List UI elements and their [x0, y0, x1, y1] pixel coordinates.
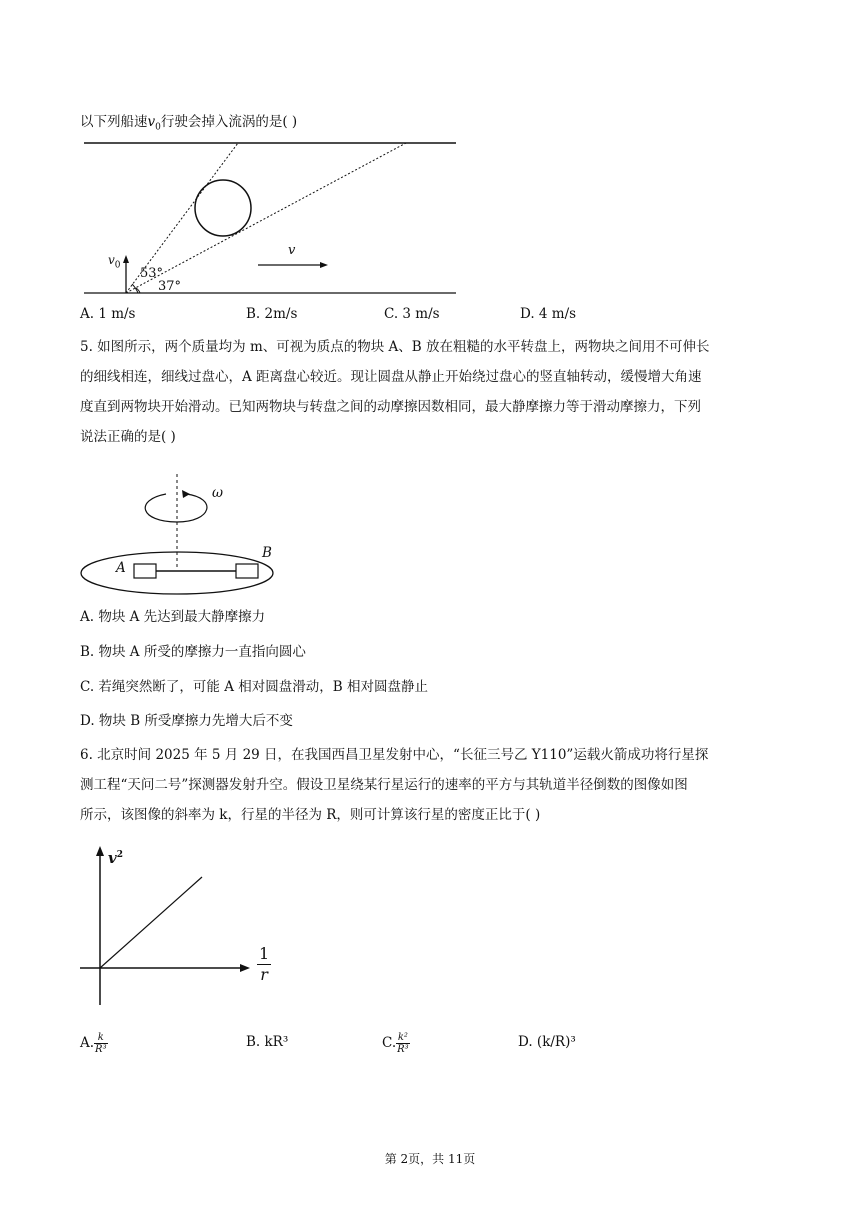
q4-option-b[interactable]: B. 2m/s [246, 306, 298, 322]
rotation-arrow [145, 494, 207, 522]
q5-stem-line: 度直到两物块开始滑动。已知两物块与转盘之间的动摩擦因数相同，最大静摩擦力等于滑动摩擦力，下列 [80, 399, 701, 415]
q6-stem [80, 740, 780, 830]
current-arrow-head [320, 262, 328, 268]
q6-option-c[interactable] [382, 1032, 410, 1055]
block-b [236, 564, 258, 578]
q4-stem [80, 112, 297, 138]
q4-stem-sub: 0 [155, 122, 161, 133]
q6-stem-line: 测工程“天问二号”探测器发射升空。假设卫星绕某行星运行的速率的平方与其轨道半径倒数的图像如图 [80, 777, 688, 793]
tangent-line-lower [126, 143, 406, 293]
omega-label: ω [212, 485, 224, 501]
q4-option-d[interactable]: D. 4 m/s [520, 306, 577, 322]
q6-option-d[interactable]: D. (k/R)³ [518, 1034, 576, 1050]
x-axis-arrow [240, 964, 250, 972]
q6-option-a-prefix: A. [80, 1035, 95, 1051]
q6-option-c-num: k² [397, 1032, 408, 1043]
q5-stem-line: 5. 如图所示，两个质量均为 m、可视为质点的物块 A、B 放在粗糙的水平转盘上，两物块之间用不可伸长 [80, 339, 710, 355]
page-footer: 第 2页，共 11页 [384, 1152, 476, 1166]
v0-label-text: v [108, 253, 115, 267]
q4-stem-var: v [147, 114, 156, 130]
angle-53-label: 53° [140, 266, 164, 281]
q4-option-c[interactable]: C. 3 m/s [384, 306, 440, 322]
q6-stem-line: 6. 北京时间 2025 年 5 月 29 日，在我国西昌卫星发射中心，“长征三号乙 Y110”运载火箭成功将行星探 [80, 747, 709, 763]
y-axis-label-sup: 2 [116, 850, 123, 860]
x-axis-label [257, 944, 271, 985]
q5-option-b[interactable]: B. 物块 A 所受的摩擦力一直指向圆心 [80, 644, 306, 660]
q5-figure [78, 470, 278, 600]
q5-stem-line: 说法正确的是( ) [80, 429, 176, 445]
q6-option-c-den: R³ [397, 1044, 409, 1055]
graph-line [100, 877, 202, 968]
y-axis-label-text: v [108, 849, 117, 867]
q4-figure [80, 138, 460, 298]
q6-stem-line: 所示，该图像的斜率为 k，行星的半径为 R，则可计算该行星的密度正比于( ) [80, 807, 541, 823]
v0-arrow-head [123, 255, 129, 263]
q5-option-a[interactable]: A. 物块 A 先达到最大静摩擦力 [80, 609, 266, 625]
q5-option-c[interactable]: C. 若绳突然断了，可能 A 相对圆盘滑动，B 相对圆盘静止 [80, 679, 428, 695]
q5-stem-line: 的细线相连，细线过盘心，A 距离盘心较近。现让圆盘从静止开始绕过盘心的竖直轴转动，缓慢增大角速 [80, 369, 702, 385]
current-label: v [288, 243, 296, 258]
q6-option-a-num: k [94, 1032, 108, 1044]
angle-37-label: 37° [158, 279, 182, 294]
x-axis-label-num: 1 [259, 944, 270, 963]
rotation-arrow-head [182, 490, 190, 498]
q6-option-c-frac [396, 1032, 410, 1055]
v0-label [108, 250, 121, 275]
y-axis-arrow [96, 846, 104, 856]
block-a-label: A [116, 560, 126, 576]
q4-stem-prefix: 以下列船速 [80, 114, 148, 130]
q4-stem-suffix: 行驶会掉入流涡的是( ) [160, 114, 298, 130]
x-axis-label-den: r [260, 965, 268, 984]
q6-option-a[interactable] [80, 1032, 108, 1055]
q6-option-a-frac [94, 1032, 108, 1055]
block-b-label: B [262, 545, 272, 561]
q6-option-b[interactable]: B. kR³ [246, 1034, 289, 1050]
block-a [134, 564, 156, 578]
y-axis-label [108, 845, 123, 868]
v0-label-sub: 0 [114, 260, 121, 271]
vortex-circle [195, 180, 251, 236]
q4-option-a[interactable]: A. 1 m/s [80, 306, 136, 322]
q5-stem [80, 332, 780, 452]
q5-option-d[interactable]: D. 物块 B 所受摩擦力先增大后不变 [80, 713, 293, 729]
q6-option-c-prefix: C. [382, 1035, 397, 1051]
q6-option-a-den: R³ [95, 1044, 107, 1055]
